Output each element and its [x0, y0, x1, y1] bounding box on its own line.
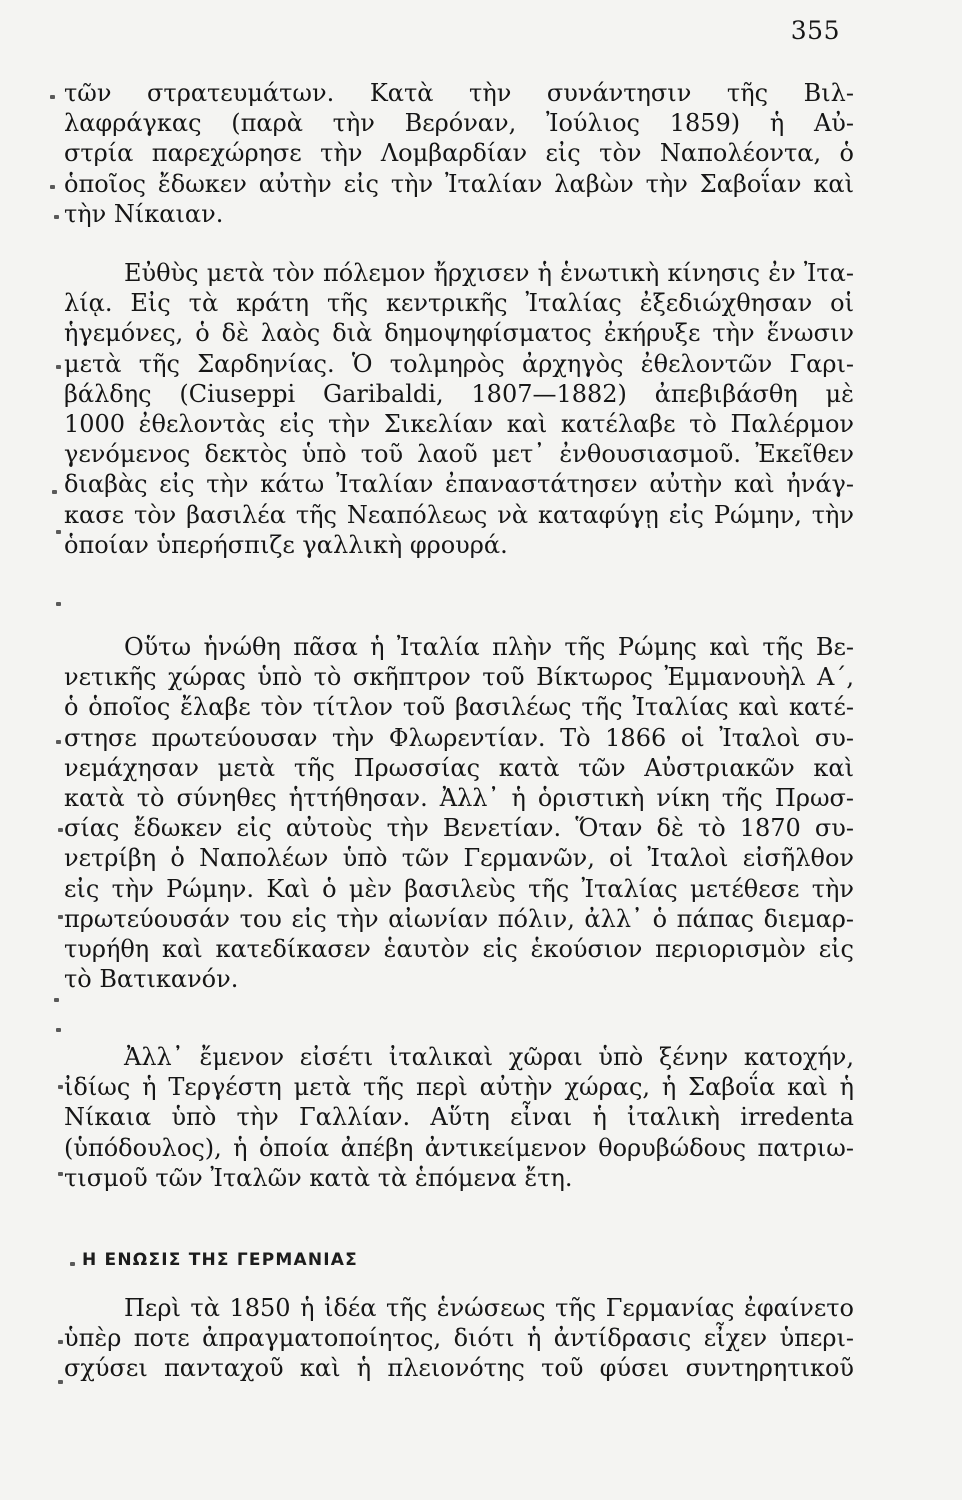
text-line: στρία παρεχώρησε τὴν Λομβαρδίαν εἰς τὸν Ναπολέοντα, ὁ [64, 139, 854, 168]
text-line: στησε πρωτεύουσαν τὴν Φλωρεντίαν. Τὸ 1866 οἱ Ἰταλοὶ συ- [64, 723, 854, 752]
text-line: ἡγεμόνες, ὁ δὲ λαὸς διὰ δημοψηφίσματος ἐκήρυξε τὴν ἕνωσιν [64, 319, 854, 348]
paragraph-3 [64, 632, 854, 994]
text-line: τῶν στρατευμάτων. Κατὰ τὴν συνάντησιν τῆς Βιλ- [64, 79, 854, 107]
margin-mark [54, 215, 59, 219]
text-line: μετὰ τῆς Σαρδηνίας. Ὁ τολμηρὸς ἀρχηγὸς ἐθελοντῶν Γαρι- [64, 349, 854, 378]
text-line: ὁποῖος ἔδωκεν αὐτὴν εἰς τὴν Ἰταλίαν λαβὼν τὴν Σαβοΐαν καὶ [64, 169, 854, 198]
text-line: Ἀλλ᾽ ἔμενον εἰσέτι ἰταλικαὶ χῶραι ὑπὸ ξένην κατοχήν, [124, 1043, 854, 1071]
paragraph-1 [64, 78, 854, 229]
margin-mark [52, 490, 57, 494]
text-line: Νίκαια ὑπὸ τὴν Γαλλίαν. Αὕτη εἶναι ἡ ἰταλικὴ irredenta [64, 1103, 854, 1132]
text-line: τυρήθη καὶ κατεδίκασεν ἑαυτὸν εἰς ἑκούσιον περιορισμὸν εἰς [64, 934, 854, 963]
text-line: Οὕτω ἡνώθη πᾶσα ἡ Ἰταλία πλὴν τῆς Ρώμης καὶ τῆς Βε- [124, 633, 854, 661]
text-line: 1000 ἐθελοντὰς εἰς τὴν Σικελίαν καὶ κατέλαβε τὸ Παλέρμον [64, 409, 854, 438]
text-line: ὑπὲρ ποτε ἀπραγματοποίητος, διότι ἡ ἀντίδρασις εἶχεν ὑπερι- [64, 1324, 854, 1353]
margin-mark [50, 185, 55, 189]
text-line: ἰδίως ἡ Τεργέστη μετὰ τῆς περὶ αὐτὴν χώρας, ἡ Σαβοΐα καὶ ἡ [64, 1073, 854, 1102]
text-line: γενόμενος δεκτὸς ὑπὸ τοῦ λαοῦ μετ᾽ ἐνθουσιασμοῦ. Ἐκεῖθεν [64, 440, 854, 469]
margin-mark [58, 1340, 63, 1344]
margin-mark [56, 602, 61, 606]
page-number: 355 [790, 16, 840, 45]
margin-mark [56, 740, 61, 744]
paragraph-2 [64, 258, 854, 560]
paragraph-5 [64, 1293, 854, 1384]
margin-mark [58, 828, 63, 832]
text-line: λαφράγκας (παρὰ τὴν Βερόναν, Ἰούλιος 1859) ἡ Αὐ- [64, 109, 854, 138]
margin-mark [58, 915, 63, 919]
margin-mark [50, 95, 55, 99]
text-line: κασε τὸν βασιλέα τῆς Νεαπόλεως νὰ καταφύγῃ εἰς Ρώμην, τὴν [64, 500, 854, 529]
paragraph-4 [64, 1042, 854, 1193]
text-line: Εὐθὺς μετὰ τὸν πόλεμον ἤρχισεν ἡ ἑνωτικὴ κίνησις ἐν Ἰτα- [124, 259, 854, 287]
margin-mark [54, 998, 59, 1002]
text-line: τὸ Βατικανόν. [64, 965, 239, 994]
margin-mark [58, 1085, 63, 1089]
text-line: διαβὰς εἰς τὴν κάτω Ἰταλίαν ἐπαναστάτησεν αὐτὴν καὶ ἠνάγ- [64, 470, 854, 499]
margin-mark [58, 1380, 63, 1384]
text-line: νεμάχησαν μετὰ τῆς Πρωσσίας κατὰ τῶν Αὐστριακῶν καὶ [64, 753, 854, 782]
section-heading: Η ΕΝΩΣΙΣ ΤΗΣ ΓΕΡΜΑΝΙΑΣ [82, 1250, 358, 1270]
text-line: (ὑπόδουλος), ἡ ὁποία ἀπέβη ἀντικείμενον θορυβώδους πατριω- [64, 1133, 854, 1162]
text-line: τὴν Νίκαιαν. [64, 199, 224, 228]
margin-mark [56, 530, 61, 534]
text-line: βάλδης (Ciuseppi Garibaldi, 1807—1882) ἀπεβιβάσθη μὲ [64, 379, 854, 408]
text-line: λίᾳ. Εἰς τὰ κράτη τῆς κεντρικῆς Ἰταλίας ἐξεδιώχθησαν οἱ [64, 289, 854, 318]
text-line: ὁποίαν ὑπερήσπιζε γαλλικὴ φρουρά. [64, 530, 508, 559]
margin-mark [58, 1172, 63, 1176]
margin-mark [56, 1028, 61, 1032]
text-line: νετρίβη ὁ Ναπολέων ὑπὸ τῶν Γερμανῶν, οἱ Ἰταλοὶ εἰσῆλθον [64, 844, 854, 873]
text-line: ὁ ὁποῖος ἔλαβε τὸν τίτλον τοῦ βασιλέως τῆς Ἰταλίας καὶ κατέ- [64, 693, 854, 722]
text-line: σίας ἔδωκεν εἰς αὐτοὺς τὴν Βενετίαν. Ὅταν δὲ τὸ 1870 συ- [64, 814, 854, 843]
text-line: πρωτεύουσάν του εἰς τὴν αἰωνίαν πόλιν, ἀλλ᾽ ὁ πάπας διεμαρ- [64, 904, 854, 933]
margin-mark [70, 1262, 75, 1266]
text-line: κατὰ τὸ σύνηθες ἡττήθησαν. Ἀλλ᾽ ἡ ὁριστικὴ νίκη τῆς Πρωσ- [64, 783, 854, 812]
text-line: νετικῆς χώρας ὑπὸ τὸ σκῆπτρον τοῦ Βίκτωρος Ἐμμανουὴλ Α΄, [64, 663, 854, 692]
text-line: σχύσει πανταχοῦ καὶ ἡ πλειονότης τοῦ φύσει συντηρητικοῦ [64, 1354, 854, 1383]
text-line: τισμοῦ τῶν Ἰταλῶν κατὰ τὰ ἑπόμενα ἔτη. [64, 1163, 573, 1192]
text-line: Περὶ τὰ 1850 ἡ ἰδέα τῆς ἑνώσεως τῆς Γερμανίας ἐφαίνετο [124, 1294, 854, 1322]
margin-mark [56, 365, 61, 369]
text-line: εἰς τὴν Ρώμην. Καὶ ὁ μὲν βασιλεὺς τῆς Ἰταλίας μετέθεσε τὴν [64, 874, 854, 903]
